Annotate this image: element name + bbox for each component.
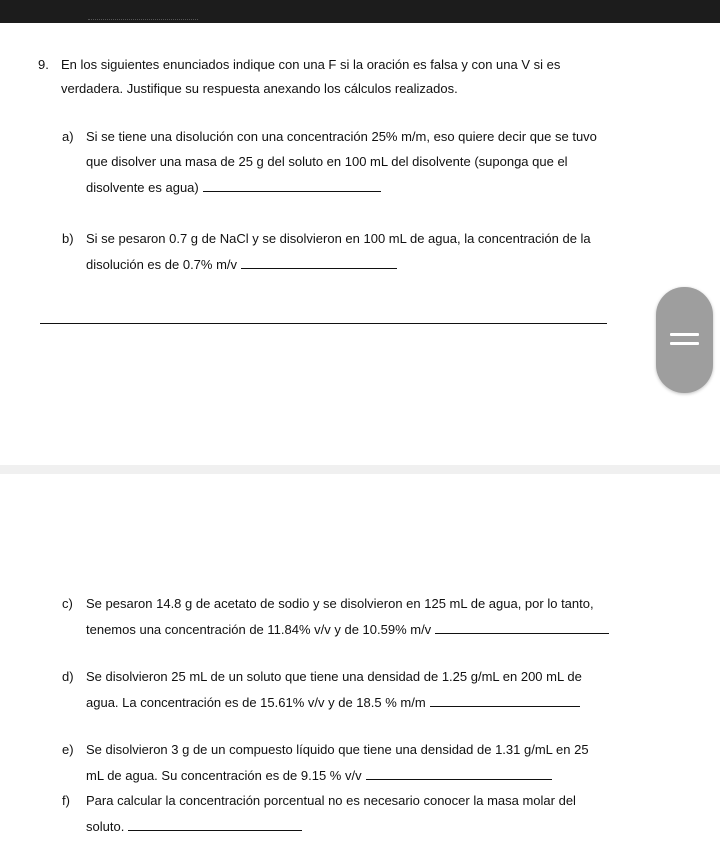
item-f-line-2	[86, 818, 302, 835]
item-f-line-1: Para calcular la concentración porcentual no es necesario conocer la masa molar del	[86, 793, 576, 808]
item-a-line-3	[86, 179, 381, 196]
answer-blank-b[interactable]	[241, 256, 397, 269]
item-c-line-2-text: tenemos una concentración de 11.84% v/v y de 10.59% m/v	[86, 622, 432, 637]
answer-blank-a[interactable]	[203, 179, 381, 192]
item-f-label: f)	[62, 793, 70, 808]
page-break	[0, 465, 720, 474]
top-bar	[0, 0, 720, 23]
item-a-line-2: que disolver una masa de 25 g del soluto en 100 mL del disolvente (suponga que el	[86, 154, 568, 169]
justification-rule	[40, 323, 607, 324]
item-a-line-1: Si se tiene una disolución con una concentración 25% m/m, eso quiere decir que se tuvo	[86, 129, 597, 144]
item-c-label: c)	[62, 596, 73, 611]
item-e-line-2-text: mL de agua. Su concentración es de 9.15 % v/v	[86, 768, 362, 783]
item-a-label: a)	[62, 129, 74, 144]
answer-blank-d[interactable]	[430, 694, 580, 707]
answer-blank-e[interactable]	[366, 767, 552, 780]
item-e-line-2	[86, 767, 552, 784]
answer-blank-c[interactable]	[435, 621, 609, 634]
question-number: 9.	[38, 57, 49, 72]
item-b-line-2	[86, 256, 397, 273]
question-text-line-2: verdadera. Justifique su respuesta anexando los cálculos realizados.	[61, 81, 458, 96]
scroll-handle[interactable]	[656, 287, 713, 393]
question-text-line-1: En los siguientes enunciados indique con una F si la oración es falsa y con una V si es	[61, 57, 561, 72]
answer-blank-f[interactable]	[128, 818, 302, 831]
clipped-text-remnant	[88, 13, 198, 20]
item-b-label: b)	[62, 231, 74, 246]
item-e-line-1: Se disolvieron 3 g de un compuesto líquido que tiene una densidad de 1.31 g/mL en 25	[86, 742, 589, 757]
item-d-line-2-text: agua. La concentración es de 15.61% v/v y de 18.5 % m/m	[86, 695, 426, 710]
item-d-line-1: Se disolvieron 25 mL de un soluto que tiene una densidad de 1.25 g/mL en 200 mL de	[86, 669, 582, 684]
item-d-line-2	[86, 694, 580, 711]
item-f-line-2-text: soluto.	[86, 819, 125, 834]
item-c-line-1: Se pesaron 14.8 g de acetato de sodio y se disolvieron en 125 mL de agua, por lo tanto,	[86, 596, 594, 611]
item-b-line-1: Si se pesaron 0.7 g de NaCl y se disolvieron en 100 mL de agua, la concentración de la	[86, 231, 591, 246]
drag-handle-icon-line	[670, 342, 699, 345]
item-a-line-3-text: disolvente es agua)	[86, 180, 199, 195]
item-e-label: e)	[62, 742, 74, 757]
item-d-label: d)	[62, 669, 74, 684]
drag-handle-icon	[670, 333, 699, 336]
item-c-line-2	[86, 621, 609, 638]
item-b-line-2-text: disolución es de 0.7% m/v	[86, 257, 238, 272]
